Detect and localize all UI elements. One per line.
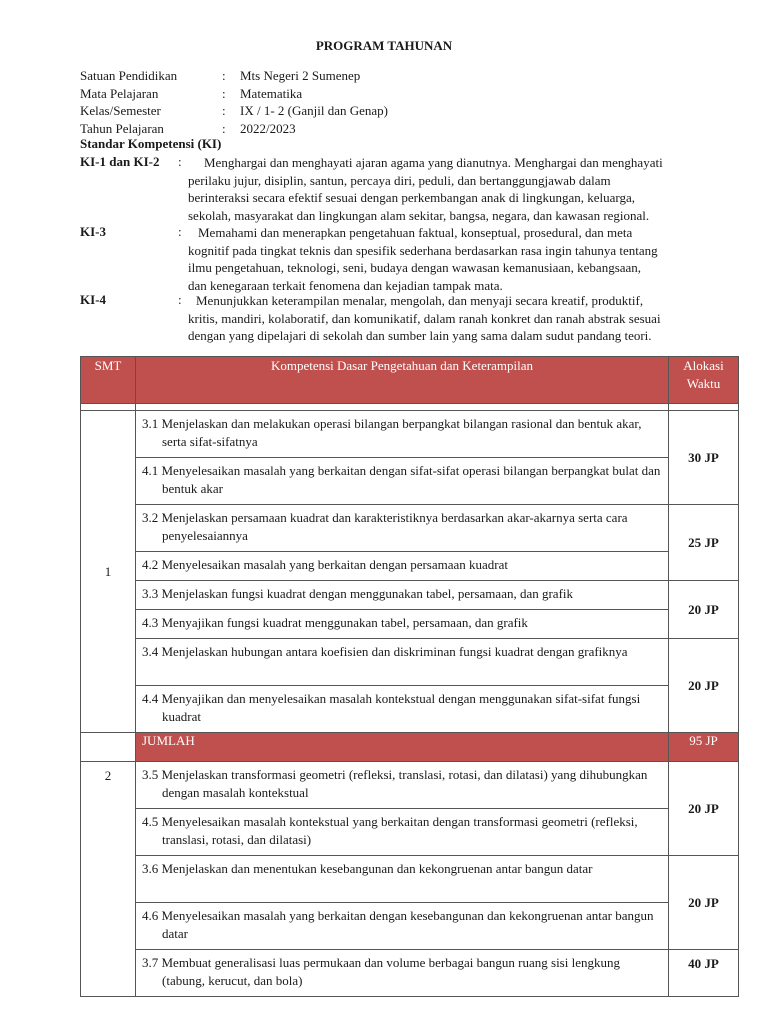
table-row [81, 809, 739, 856]
table-row [81, 505, 739, 552]
ki-label: KI-4 [80, 292, 106, 307]
kd-item: 4.4 Menyajikan dan menyelesaikan masalah kontekstual dengan menggunakan sifat-sifat fungsi kuadrat [136, 686, 669, 733]
alokasi-jp: 40 JP [669, 950, 739, 997]
alokasi-jp: 30 JP [669, 411, 739, 505]
ki-line: sekolah, masyarakat dan lingkungan alam sekitar, bangsa, negara, dan kawasan regional. [188, 207, 650, 223]
ki-colon: : [178, 224, 182, 239]
total-label: JUMLAH [136, 733, 669, 762]
total-jp: 95 JP [669, 733, 739, 762]
ki-line: dengan yang dipelajari di sekolah dan sumber lain yang sama dalam sudut pandang teori. [188, 328, 652, 343]
table-row [81, 856, 739, 903]
meta-row-tahun [80, 120, 388, 138]
document-meta [80, 67, 388, 137]
meta-colon: : [222, 68, 226, 83]
ki-text [188, 224, 658, 294]
ki-text [188, 292, 661, 345]
ki-label: KI-3 [80, 224, 106, 239]
kd-item: 4.2 Menyelesaikan masalah yang berkaitan dengan persamaan kuadrat [136, 552, 669, 581]
ki-colon: : [178, 292, 182, 307]
meta-row-satuan [80, 67, 388, 85]
alokasi-jp: 20 JP [669, 581, 739, 639]
total-row [81, 733, 739, 762]
table-row [81, 411, 739, 458]
table-header-row [81, 357, 739, 404]
header-kompetensi-dasar: Kompetensi Dasar Pengetahuan dan Keterampilan [136, 357, 669, 404]
kd-item: 4.5 Menyelesaikan masalah kontekstual yang berkaitan dengan transformasi geometri (refleksi, translasi, rotasi, dan dilatasi) [136, 809, 669, 856]
kd-item: 4.6 Menyelesaikan masalah yang berkaitan dengan kesebangunan dan kekongruenan antar bangun datar [136, 903, 669, 950]
meta-label: Mata Pelajaran [80, 85, 159, 101]
alokasi-jp: 20 JP [669, 639, 739, 733]
kd-item: 4.1 Menyelesaikan masalah yang berkaitan dengan sifat-sifat operasi bilangan berpangkat bulat dan bentuk akar [136, 458, 669, 505]
ki-line: ilmu pengetahuan, teknologi, seni, budaya dengan wawasan kemanusiaan, kebangsaan, [188, 260, 642, 275]
meta-value: 2022/2023 [240, 120, 296, 136]
alokasi-jp: 25 JP [669, 505, 739, 581]
ki-line: perilaku jujur, disiplin, santun, percaya diri, peduli, dan bertanggungjawab dalam [188, 172, 611, 188]
meta-colon: : [222, 85, 226, 101]
table-row [81, 903, 739, 950]
table-row [81, 639, 739, 686]
alokasi-jp: 20 JP [669, 762, 739, 856]
meta-colon: : [222, 120, 226, 136]
ki-line: Memahami dan menerapkan pengetahuan faktual, konseptual, prosedural, dan meta [198, 225, 633, 240]
meta-row-kelas [80, 102, 388, 120]
table-row [81, 581, 739, 610]
meta-row-mapel [80, 85, 388, 103]
kd-item: 3.1 Menjelaskan dan melakukan operasi bilangan berpangkat bilangan rasional dan bentuk akar, serta sifat-sifatnya [136, 411, 669, 458]
ki-block-1-2 [80, 154, 740, 224]
kd-item: 3.2 Menjelaskan persamaan kuadrat dan karakteristiknya berdasarkan akar-akarnya serta cara penyelesaiannya [136, 505, 669, 552]
ki-line: kognitif pada tingkat teknis dan spesifik sederhana berdasarkan rasa ingin tahunya tentang [188, 242, 658, 258]
ki-line: Menunjukkan keterampilan menalar, mengolah, dan menyaji secara kreatif, produktif, [196, 293, 644, 308]
ki-line: kritis, mandiri, kolaboratif, dan komunikatif, dalam ranah konkret dan ranah abstrak sesuai [188, 310, 661, 326]
ki-text [188, 154, 663, 224]
ki-block-3 [80, 224, 740, 294]
standar-kompetensi-heading: Standar Kompetensi (KI) [80, 136, 222, 151]
ki-line: Menghargai dan menghayati ajaran agama yang dianutnya. Menghargai dan menghayati [204, 155, 663, 170]
meta-value: Mts Negeri 2 Sumenep [240, 68, 361, 83]
page-title: PROGRAM TAHUNAN [315, 38, 453, 53]
header-alokasi-waktu: Alokasi Waktu [669, 357, 739, 404]
kd-item: 3.7 Membuat generalisasi luas permukaan dan volume berbagai bangun ruang sisi lengkung (tabung, kerucut, dan bola) [136, 950, 669, 997]
meta-label: Kelas/Semester [80, 103, 161, 118]
semester-cell: 1 [81, 411, 136, 733]
ki-line: berinteraksi secara efektif sesuai dengan perkembangan anak di lingkungan, keluarga, [188, 190, 635, 205]
table-row [81, 762, 739, 809]
ki-block-4 [80, 292, 740, 346]
meta-label: Satuan Pendidikan [80, 68, 178, 83]
meta-colon: : [222, 103, 226, 118]
semester-cell: 2 [81, 762, 136, 997]
total-empty-cell [81, 733, 136, 762]
table-row [81, 458, 739, 505]
ki-colon: : [178, 154, 182, 169]
table-row [81, 686, 739, 733]
header-smt: SMT [81, 357, 136, 404]
kd-item: 3.3 Menjelaskan fungsi kuadrat dengan menggunakan tabel, persamaan, dan grafik [136, 581, 669, 610]
ki-label: KI-1 dan KI-2 [80, 154, 160, 169]
kd-item: 3.5 Menjelaskan transformasi geometri (refleksi, translasi, rotasi, dan dilatasi) yang dihubungkan dengan masalah kontekstual [136, 762, 669, 809]
ki-line: dan kenegaraan terkait fenomena dan kejadian tampak mata. [188, 277, 503, 293]
program-tahunan-table [80, 356, 739, 997]
table-spacer [81, 404, 739, 411]
kd-item: 3.6 Menjelaskan dan menentukan kesebangunan dan kekongruenan antar bangun datar [136, 856, 669, 903]
alokasi-jp: 20 JP [669, 856, 739, 950]
table-row [81, 610, 739, 639]
kd-item: 4.3 Menyajikan fungsi kuadrat menggunakan tabel, persamaan, dan grafik [136, 610, 669, 639]
kd-item: 3.4 Menjelaskan hubungan antara koefisien dan diskriminan fungsi kuadrat dengan grafiknya [136, 639, 669, 686]
meta-label: Tahun Pelajaran [80, 120, 164, 136]
meta-value: IX / 1- 2 (Ganjil dan Genap) [240, 103, 389, 118]
table-row [81, 552, 739, 581]
table-row [81, 950, 739, 997]
meta-value: Matematika [240, 85, 303, 101]
